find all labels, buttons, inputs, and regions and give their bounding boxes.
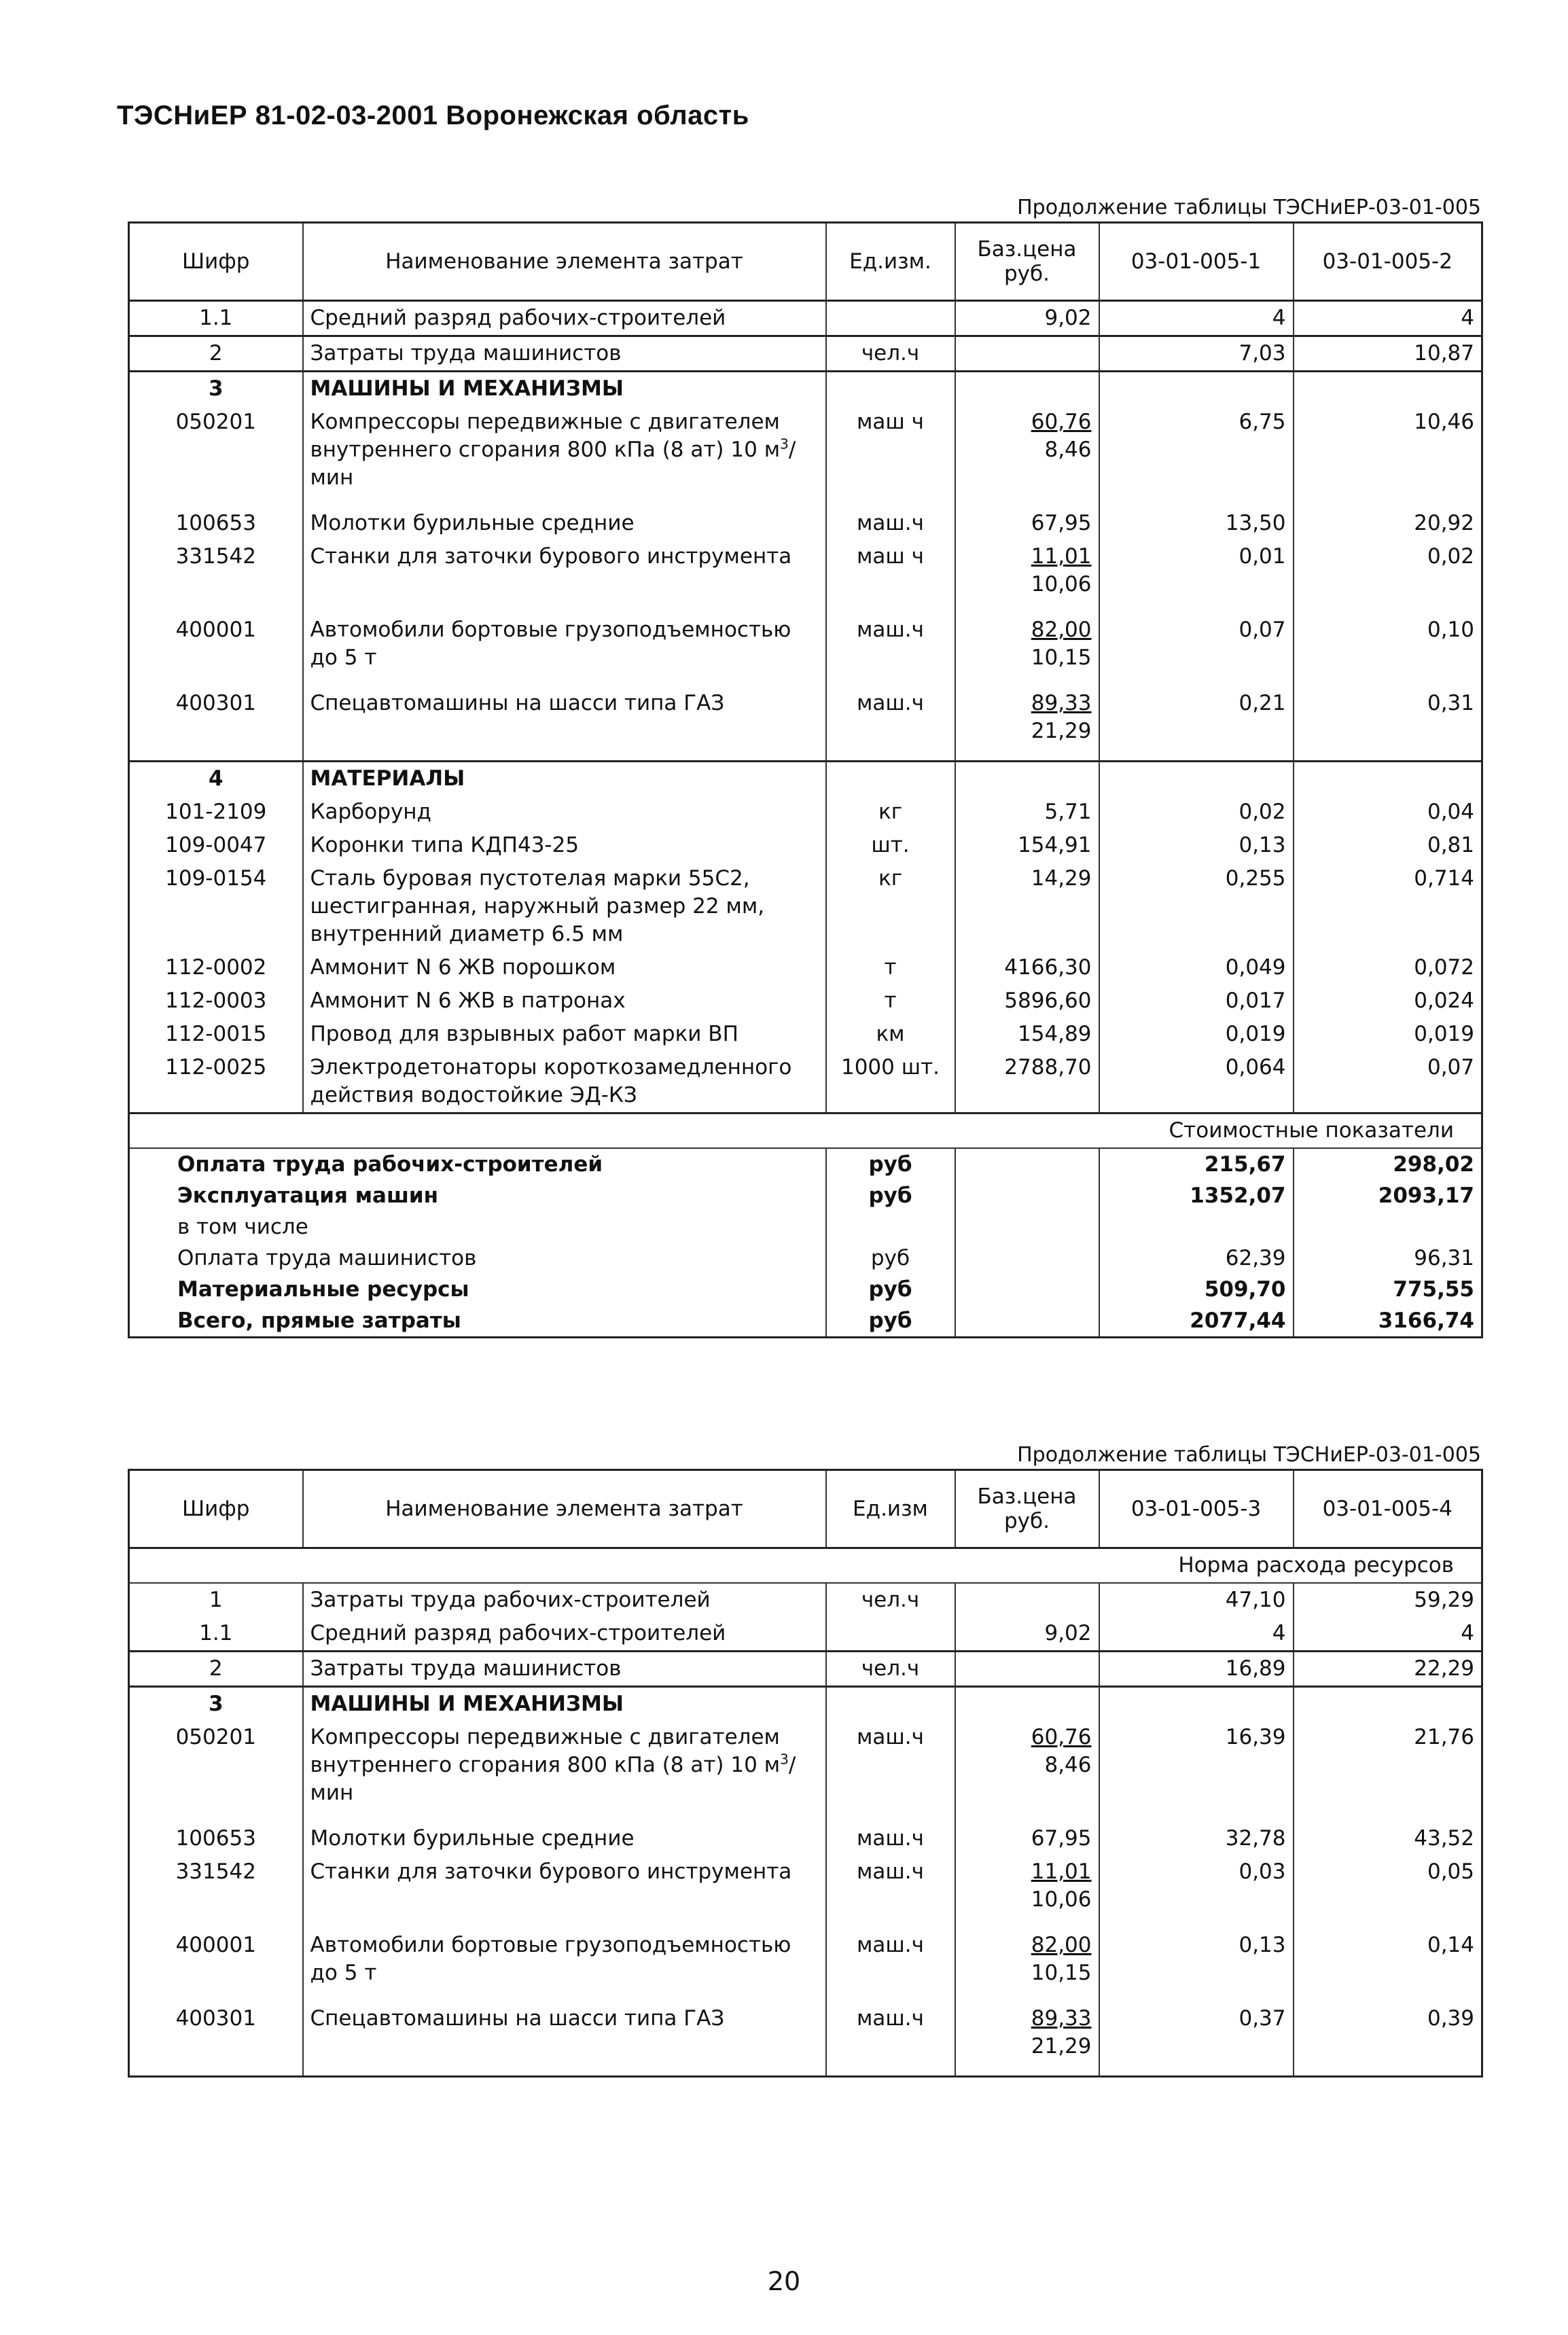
section-row — [129, 372, 1482, 406]
row-name-text: Средний разряд рабочих-строителей — [310, 306, 726, 330]
totals-value-b: 2093,17 — [1294, 1180, 1482, 1211]
row-price — [955, 507, 1099, 540]
totals-name: Эксплуатация машин — [129, 1180, 826, 1211]
totals-empty-price — [955, 1148, 1099, 1180]
row-name-unit-tail: /мин — [310, 1753, 796, 1805]
row-value-a: 7,03 — [1099, 336, 1294, 372]
totals-value-b — [1294, 1211, 1482, 1243]
row-value-b: 59,29 — [1294, 1583, 1482, 1617]
row-price-main: 154,89 — [1018, 1022, 1092, 1046]
row-value-a: 4 — [1099, 301, 1294, 336]
row-code: 050201 — [129, 406, 303, 507]
row-price-main: 11,01 — [1031, 544, 1092, 569]
totals-empty-price — [955, 1180, 1099, 1211]
table-row — [129, 1652, 1482, 1687]
table-row — [129, 540, 1482, 613]
totals-unit: руб — [826, 1180, 955, 1211]
row-value-b: 0,019 — [1294, 1018, 1482, 1051]
header-col-a: 03-01-005-3 — [1099, 1470, 1294, 1548]
header-col-a: 03-01-005-1 — [1099, 223, 1294, 301]
row-value-b: 0,714 — [1294, 862, 1482, 951]
row-price — [955, 301, 1099, 336]
row-price-main: 60,76 — [1031, 1725, 1092, 1749]
table-row — [129, 862, 1482, 951]
header-unit: Ед.изм. — [826, 223, 955, 301]
row-unit: маш ч — [826, 406, 955, 507]
totals-empty-price — [955, 1274, 1099, 1305]
row-unit: маш.ч — [826, 2002, 955, 2077]
row-price — [955, 1822, 1099, 1855]
row-price-main: 89,33 — [1031, 2006, 1092, 2031]
row-value-b: 0,14 — [1294, 1929, 1482, 2002]
row-name-text: Компрессоры передвижные с двигателем внутреннего сгорания 800 кПа (8 ат) 10 — [310, 410, 780, 462]
totals-name: Всего, прямые затраты — [129, 1305, 826, 1338]
totals-empty-price — [955, 1211, 1099, 1243]
empty-col-b — [1294, 762, 1482, 796]
totals-name: Оплата труда машинистов — [129, 1243, 826, 1274]
header-col-b: 03-01-005-4 — [1294, 1470, 1482, 1548]
row-unit: км — [826, 1018, 955, 1051]
row-code: 4 — [129, 762, 303, 796]
empty-unit — [826, 762, 955, 796]
row-name — [303, 1617, 826, 1652]
section-title — [303, 372, 826, 406]
table-row — [129, 507, 1482, 540]
row-value-b: 4 — [1294, 1617, 1482, 1652]
totals-value-a: 2077,44 — [1099, 1305, 1294, 1338]
row-price-main: 5896,60 — [1004, 988, 1092, 1013]
totals-row — [129, 1148, 1482, 1180]
row-unit: маш.ч — [826, 687, 955, 762]
row-unit: маш.ч — [826, 613, 955, 687]
row-name — [303, 2002, 826, 2077]
row-value-a: 0,049 — [1099, 951, 1294, 984]
totals-value-b: 3166,74 — [1294, 1305, 1482, 1338]
row-value-b: 0,39 — [1294, 2002, 1482, 2077]
row-name-unit: м — [764, 1753, 781, 1777]
row-name — [303, 862, 826, 951]
header-name: Наименование элемента затрат — [303, 1470, 826, 1548]
totals-name: Оплата труда рабочих-строителей — [129, 1148, 826, 1180]
row-name — [303, 829, 826, 862]
table-row — [129, 1018, 1482, 1051]
row-value-a: 0,019 — [1099, 1018, 1294, 1051]
row-name — [303, 1652, 826, 1687]
row-unit: чел.ч — [826, 336, 955, 372]
row-code: 112-0015 — [129, 1018, 303, 1051]
totals-unit: руб — [826, 1148, 955, 1180]
table-row — [129, 796, 1482, 829]
row-unit: маш ч — [826, 540, 955, 613]
row-name — [303, 406, 826, 507]
row-price — [955, 1721, 1099, 1822]
totals-value-b: 96,31 — [1294, 1243, 1482, 1274]
row-price-main: 9,02 — [1044, 1621, 1092, 1645]
table-header-row — [129, 1470, 1482, 1548]
row-name-text: Станки для заточки бурового инструмента — [310, 1859, 792, 1884]
row-code: 400001 — [129, 613, 303, 687]
row-name — [303, 1855, 826, 1929]
row-name-text: МАШИНЫ И МЕХАНИЗМЫ — [310, 376, 624, 401]
row-name — [303, 951, 826, 984]
empty-col-a — [1099, 1687, 1294, 1722]
row-price-wage: 8,46 — [1044, 1753, 1092, 1777]
row-name-text: Автомобили бортовые грузоподъемностью до 5 т — [310, 1933, 791, 1985]
table-row — [129, 406, 1482, 507]
totals-empty-price — [955, 1305, 1099, 1338]
row-code: 3 — [129, 372, 303, 406]
row-unit — [826, 301, 955, 336]
empty-unit — [826, 372, 955, 406]
table-header-row — [129, 223, 1482, 301]
empty-unit — [826, 1687, 955, 1722]
row-price-wage: 10,15 — [1031, 645, 1092, 670]
row-name-text: Коронки типа КДП43-25 — [310, 833, 580, 857]
table-row — [129, 687, 1482, 762]
row-name — [303, 540, 826, 613]
row-name-text: Провод для взрывных работ марки ВП — [310, 1022, 738, 1046]
row-value-b: 43,52 — [1294, 1822, 1482, 1855]
row-unit: 1000 шт. — [826, 1051, 955, 1113]
row-price — [955, 1652, 1099, 1687]
row-value-b: 0,05 — [1294, 1855, 1482, 1929]
row-code: 109-0047 — [129, 829, 303, 862]
row-value-a: 4 — [1099, 1617, 1294, 1652]
row-unit: кг — [826, 862, 955, 951]
row-name-text: Средний разряд рабочих-строителей — [310, 1621, 726, 1645]
row-value-b: 10,87 — [1294, 336, 1482, 372]
row-code: 1.1 — [129, 1617, 303, 1652]
row-name-text: Автомобили бортовые грузоподъемностью до 5 т — [310, 618, 791, 670]
table-row — [129, 1617, 1482, 1652]
row-value-b: 10,46 — [1294, 406, 1482, 507]
row-value-a: 0,21 — [1099, 687, 1294, 762]
row-price-main: 60,76 — [1031, 410, 1092, 434]
row-code: 1.1 — [129, 301, 303, 336]
row-price — [955, 406, 1099, 507]
row-name — [303, 1822, 826, 1855]
totals-unit — [826, 1211, 955, 1243]
row-price-main: 5,71 — [1044, 800, 1092, 824]
header-code: Шифр — [129, 1470, 303, 1548]
row-value-b: 0,04 — [1294, 796, 1482, 829]
row-price-wage: 10,15 — [1031, 1961, 1092, 1985]
row-value-a: 0,37 — [1099, 2002, 1294, 2077]
row-unit: чел.ч — [826, 1583, 955, 1617]
table-row — [129, 984, 1482, 1018]
row-value-a: 0,13 — [1099, 829, 1294, 862]
cost-indicators-header-row — [129, 1113, 1482, 1149]
row-value-a: 0,017 — [1099, 984, 1294, 1018]
row-price — [955, 796, 1099, 829]
row-price — [955, 862, 1099, 951]
row-name-text: Затраты труда машинистов — [310, 341, 622, 366]
row-name-unit-tail: /мин — [310, 438, 796, 490]
row-value-a: 16,89 — [1099, 1652, 1294, 1687]
table-row — [129, 301, 1482, 336]
norm-header: Норма расхода ресурсов — [129, 1548, 1482, 1584]
document-title: ТЭСНиЕР 81-02-03-2001 Воронежская область — [117, 101, 749, 130]
row-price-wage: 8,46 — [1044, 438, 1092, 462]
row-name-text: Сталь буровая пустотелая марки 55С2, шестигранная, наружный размер 22 мм, внутренний диаметр 6.5 мм — [310, 866, 765, 946]
row-value-a: 0,064 — [1099, 1051, 1294, 1113]
row-value-a: 0,13 — [1099, 1929, 1294, 2002]
section-row — [129, 1687, 1482, 1722]
row-unit: маш.ч — [826, 1929, 955, 2002]
table1-continuation-caption: Продолжение таблицы ТЭСНиЕР-03-01-005 — [1017, 196, 1481, 219]
row-code: 112-0002 — [129, 951, 303, 984]
totals-row — [129, 1274, 1482, 1305]
row-code: 100653 — [129, 507, 303, 540]
row-name-text: Затраты труда машинистов — [310, 1656, 622, 1681]
row-price — [955, 687, 1099, 762]
totals-name: в том числе — [129, 1211, 826, 1243]
row-code: 101-2109 — [129, 796, 303, 829]
totals-empty-price — [955, 1243, 1099, 1274]
header-price: Баз.цена руб. — [955, 1470, 1099, 1548]
row-value-a: 13,50 — [1099, 507, 1294, 540]
row-value-b: 0,072 — [1294, 951, 1482, 984]
totals-unit: руб — [826, 1274, 955, 1305]
row-price-main: 67,95 — [1031, 511, 1092, 535]
row-price-main: 4166,30 — [1004, 955, 1092, 980]
row-name — [303, 336, 826, 372]
row-value-b: 0,02 — [1294, 540, 1482, 613]
row-code: 400301 — [129, 687, 303, 762]
table-row — [129, 2002, 1482, 2077]
totals-row — [129, 1243, 1482, 1274]
row-value-a: 0,03 — [1099, 1855, 1294, 1929]
row-name — [303, 507, 826, 540]
row-price — [955, 2002, 1099, 2077]
row-name — [303, 984, 826, 1018]
row-name-text: Молотки бурильные средние — [310, 511, 635, 535]
row-unit — [826, 1617, 955, 1652]
totals-value-b: 775,55 — [1294, 1274, 1482, 1305]
row-unit: кг — [826, 796, 955, 829]
totals-value-b: 298,02 — [1294, 1148, 1482, 1180]
row-unit: маш.ч — [826, 1721, 955, 1822]
row-price — [955, 1051, 1099, 1113]
resource-table-2 — [128, 1469, 1483, 2078]
totals-row — [129, 1211, 1482, 1243]
empty-price — [955, 762, 1099, 796]
row-code: 2 — [129, 1652, 303, 1687]
row-price — [955, 829, 1099, 862]
row-unit: шт. — [826, 829, 955, 862]
totals-unit: руб — [826, 1305, 955, 1338]
row-code: 331542 — [129, 540, 303, 613]
row-price — [955, 1929, 1099, 2002]
row-value-a: 0,255 — [1099, 862, 1294, 951]
page-number: 20 — [767, 2266, 801, 2296]
row-name-text: Спецавтомашины на шасси типа ГАЗ — [310, 691, 725, 715]
totals-value-a: 215,67 — [1099, 1148, 1294, 1180]
row-price-wage: 10,06 — [1031, 1887, 1092, 1912]
row-name-text: Спецавтомашины на шасси типа ГАЗ — [310, 2006, 725, 2031]
row-price-wage: 10,06 — [1031, 572, 1092, 596]
row-price — [955, 951, 1099, 984]
row-value-a: 0,02 — [1099, 796, 1294, 829]
header-code: Шифр — [129, 223, 303, 301]
row-value-a: 32,78 — [1099, 1822, 1294, 1855]
totals-row — [129, 1305, 1482, 1338]
row-unit: т — [826, 951, 955, 984]
row-name — [303, 1051, 826, 1113]
table-row — [129, 951, 1482, 984]
empty-col-b — [1294, 1687, 1482, 1722]
row-price-main: 67,95 — [1031, 1826, 1092, 1851]
section-title — [303, 762, 826, 796]
table-row — [129, 1721, 1482, 1822]
empty-col-a — [1099, 762, 1294, 796]
row-name-text: Аммонит N 6 ЖВ в патронах — [310, 988, 626, 1013]
table-row — [129, 829, 1482, 862]
empty-price — [955, 372, 1099, 406]
row-code: 1 — [129, 1583, 303, 1617]
row-code: 3 — [129, 1687, 303, 1722]
table-row — [129, 336, 1482, 372]
row-value-b: 4 — [1294, 301, 1482, 336]
row-value-a: 0,01 — [1099, 540, 1294, 613]
row-price — [955, 1018, 1099, 1051]
row-code: 100653 — [129, 1822, 303, 1855]
row-code: 050201 — [129, 1721, 303, 1822]
row-value-a: 47,10 — [1099, 1583, 1294, 1617]
totals-name: Материальные ресурсы — [129, 1274, 826, 1305]
row-name-text: Затраты труда рабочих-строителей — [310, 1588, 711, 1612]
empty-price — [955, 1687, 1099, 1722]
table-row — [129, 1929, 1482, 2002]
empty-col-b — [1294, 372, 1482, 406]
row-code: 331542 — [129, 1855, 303, 1929]
row-value-b: 0,024 — [1294, 984, 1482, 1018]
table-row — [129, 613, 1482, 687]
table-row — [129, 1051, 1482, 1113]
row-price-main: 89,33 — [1031, 691, 1092, 715]
row-price — [955, 1855, 1099, 1929]
totals-unit: руб — [826, 1243, 955, 1274]
row-value-b: 20,92 — [1294, 507, 1482, 540]
row-price — [955, 1617, 1099, 1652]
header-price: Баз.цена руб. — [955, 223, 1099, 301]
row-value-b: 0,10 — [1294, 613, 1482, 687]
row-name-text: Аммонит N 6 ЖВ порошком — [310, 955, 616, 980]
section-title — [303, 1687, 826, 1722]
resource-table-1 — [128, 221, 1483, 1338]
row-price — [955, 540, 1099, 613]
totals-row — [129, 1180, 1482, 1211]
row-name — [303, 796, 826, 829]
row-name-text: Электродетонаторы короткозамедленного действия водостойкие ЭД-КЗ — [310, 1055, 792, 1107]
row-value-a: 6,75 — [1099, 406, 1294, 507]
row-unit: маш.ч — [826, 1822, 955, 1855]
row-price — [955, 1583, 1099, 1617]
row-value-b: 0,31 — [1294, 687, 1482, 762]
row-name-unit: м — [764, 438, 781, 462]
row-price-main: 82,00 — [1031, 618, 1092, 642]
row-code: 112-0025 — [129, 1051, 303, 1113]
row-name-text: Карборунд — [310, 800, 431, 824]
row-price-main: 9,02 — [1044, 306, 1092, 330]
table-row — [129, 1822, 1482, 1855]
table-row — [129, 1583, 1482, 1617]
row-code: 400001 — [129, 1929, 303, 2002]
row-name-unit-exponent: 3 — [780, 1751, 789, 1768]
totals-value-a: 509,70 — [1099, 1274, 1294, 1305]
row-code: 112-0003 — [129, 984, 303, 1018]
row-price-main: 154,91 — [1018, 833, 1092, 857]
row-unit: маш.ч — [826, 1855, 955, 1929]
row-unit: т — [826, 984, 955, 1018]
row-name-text: Станки для заточки бурового инструмента — [310, 544, 792, 569]
row-code: 2 — [129, 336, 303, 372]
totals-value-a: 1352,07 — [1099, 1180, 1294, 1211]
row-name-text: МАТЕРИАЛЫ — [310, 766, 465, 791]
section-row — [129, 762, 1482, 796]
row-price-main: 2788,70 — [1004, 1055, 1092, 1080]
header-name: Наименование элемента затрат — [303, 223, 826, 301]
row-name — [303, 687, 826, 762]
row-name-text: МАШИНЫ И МЕХАНИЗМЫ — [310, 1692, 624, 1716]
row-name — [303, 301, 826, 336]
row-value-b: 22,29 — [1294, 1652, 1482, 1687]
row-name — [303, 1929, 826, 2002]
row-value-a: 16,39 — [1099, 1721, 1294, 1822]
row-name-text: Молотки бурильные средние — [310, 1826, 635, 1851]
cost-indicators-header: Стоимостные показатели — [129, 1113, 1482, 1149]
row-name — [303, 613, 826, 687]
row-name — [303, 1583, 826, 1617]
totals-value-a: 62,39 — [1099, 1243, 1294, 1274]
row-name — [303, 1018, 826, 1051]
row-price — [955, 336, 1099, 372]
row-price-main: 11,01 — [1031, 1859, 1092, 1884]
row-value-a: 0,07 — [1099, 613, 1294, 687]
row-price-wage: 21,29 — [1031, 2034, 1092, 2058]
header-col-b: 03-01-005-2 — [1294, 223, 1482, 301]
row-value-b: 0,07 — [1294, 1051, 1482, 1113]
row-name — [303, 1721, 826, 1822]
table2-continuation-caption: Продолжение таблицы ТЭСНиЕР-03-01-005 — [1017, 1443, 1481, 1467]
table-row — [129, 1855, 1482, 1929]
row-price-wage: 21,29 — [1031, 719, 1092, 743]
row-price — [955, 984, 1099, 1018]
row-value-b: 21,76 — [1294, 1721, 1482, 1822]
row-code: 109-0154 — [129, 862, 303, 951]
row-unit: чел.ч — [826, 1652, 955, 1687]
row-name-unit-exponent: 3 — [780, 435, 789, 452]
norm-header-row — [129, 1548, 1482, 1584]
header-unit: Ед.изм — [826, 1470, 955, 1548]
row-value-b: 0,81 — [1294, 829, 1482, 862]
row-unit: маш.ч — [826, 507, 955, 540]
row-name-text: Компрессоры передвижные с двигателем внутреннего сгорания 800 кПа (8 ат) 10 — [310, 1725, 780, 1777]
row-price — [955, 613, 1099, 687]
empty-col-a — [1099, 372, 1294, 406]
row-price-main: 14,29 — [1031, 866, 1092, 891]
totals-value-a — [1099, 1211, 1294, 1243]
row-code: 400301 — [129, 2002, 303, 2077]
row-price-main: 82,00 — [1031, 1933, 1092, 1957]
